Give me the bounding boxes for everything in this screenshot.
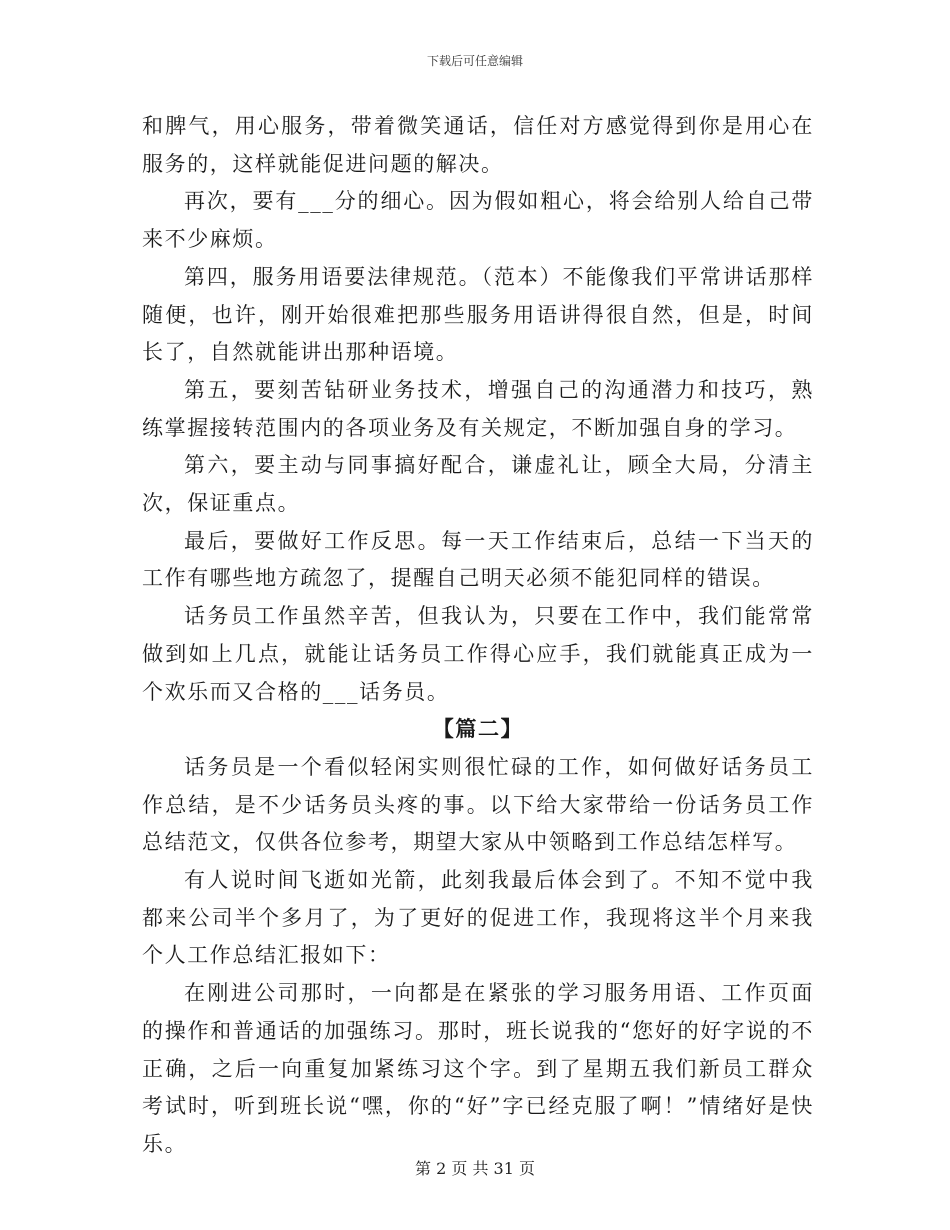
paragraph-continuation: 和脾气，用心服务，带着微笑通话，信任对方感觉得到你是用心在服务的，这样就能促进问题的解决。 <box>142 114 814 176</box>
paragraph-opening: 有人说时间飞逝如光箭，此刻我最后体会到了。不知不觉中我都来公司半个多月了，为了更好的促进工作，我现将这半个月来我个人工作总结汇报如下： <box>142 868 814 968</box>
paragraph-conclusion: 话务员工作虽然辛苦，但我认为，只要在工作中，我们能常常做到如上几点，就能让话务员工作得心应手，我们就能真正成为一个欢乐而又合格的___话务员。 <box>142 604 814 704</box>
paragraph-last: 最后，要做好工作反思。每一天工作结束后，总结一下当天的工作有哪些地方疏忽了，提醒自己明天必须不能犯同样的错误。 <box>142 528 814 591</box>
paragraph-fifth: 第五，要刻苦钻研业务技术，增强自己的沟通潜力和技巧，熟练掌握接转范围内的各项业务及有关规定，不断加强自身的学习。 <box>142 377 814 440</box>
paragraph-fourth: 第四，服务用语要法律规范。（范本）不能像我们平常讲话那样随便，也许，刚开始很难把那些服务用语讲得很自然，但是，时间长了，自然就能讲出那种语境。 <box>142 264 814 365</box>
page-footer: 第 2 页 共 31 页 <box>415 1159 535 1178</box>
document-body <box>142 108 814 1164</box>
paragraph-sixth: 第六，要主动与同事搞好配合，谦虚礼让，顾全大局，分清主次，保证重点。 <box>142 453 814 516</box>
page-header: 下载后可任意编辑 <box>426 54 523 68</box>
paragraph-intro: 话务员是一个看似轻闲实则很忙碌的工作，如何做好话务员工作总结，是不少话务员头疼的事。以下给大家带给一份话务员工作总结范文，仅供各位参考，期望大家从中领略到工作总结怎样写。 <box>142 754 814 855</box>
paragraph-experience: 在刚进公司那时，一向都是在紧张的学习服务用语、工作页面的操作和普通话的加强练习。那时，班长说我的“您好的好字说的不正确，之后一向重复加紧练习这个字。到了星期五我们新员工群众考试时，听到班长说“嘿，你的“好”字已经克服了啊！”情绪好是快乐。 <box>142 981 814 1156</box>
paragraph-third: 再次，要有___分的细心。因为假如粗心，将会给别人给自己带来不少麻烦。 <box>142 189 814 252</box>
section-title: 【篇二】 <box>432 717 524 742</box>
